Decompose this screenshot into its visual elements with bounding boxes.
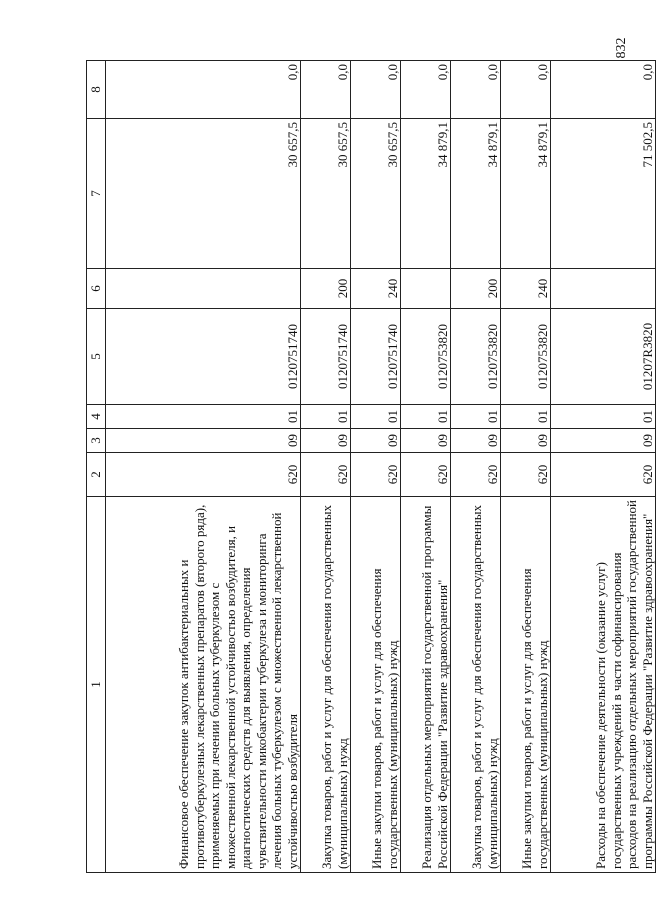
col-header-5: 5 (87, 309, 106, 405)
row-name-cell: Реализация отдельных мероприятий государственной программы Российской Федерации "Развитие здравоохранения" (401, 497, 451, 873)
expense-type-cell (106, 269, 301, 309)
expense-type-cell: 200 (301, 269, 351, 309)
expense-type-cell (551, 269, 656, 309)
chapter-code-cell: 620 (351, 453, 401, 497)
amount-2-cell: 0,0 (551, 61, 656, 119)
col-header-1: 1 (87, 497, 106, 873)
subsection-code-cell: 01 (551, 405, 656, 429)
amount-cell: 34 879,1 (451, 119, 501, 269)
amount-cell: 34 879,1 (401, 119, 451, 269)
col-header-4: 4 (87, 405, 106, 429)
rotated-table-container (86, 61, 655, 873)
amount-2-cell: 0,0 (401, 61, 451, 119)
target-article-cell: 0120753820 (501, 309, 551, 405)
target-article-cell: 0120753820 (401, 309, 451, 405)
col-header-7: 7 (87, 119, 106, 269)
expense-type-cell: 240 (351, 269, 401, 309)
amount-2-cell: 0,0 (301, 61, 351, 119)
table-row (351, 61, 401, 873)
chapter-code-cell: 620 (551, 453, 656, 497)
amount-cell: 30 657,5 (301, 119, 351, 269)
amount-2-cell: 0,0 (106, 61, 301, 119)
section-code-cell: 09 (501, 429, 551, 453)
amount-2-cell: 0,0 (351, 61, 401, 119)
expense-type-cell: 240 (501, 269, 551, 309)
row-name-cell: Закупка товаров, работ и услуг для обеспечения государственных (муниципальных) нужд (301, 497, 351, 873)
row-name-cell: Иные закупки товаров, работ и услуг для обеспечения государственных (муниципальных) нужд (351, 497, 401, 873)
col-header-2: 2 (87, 453, 106, 497)
col-header-6: 6 (87, 269, 106, 309)
row-name-cell: Расходы на обеспечение деятельности (оказание услуг) государственных учреждений в части софинансирования расходов на реализацию отдельных мероприятий государственной программы Российской Федерации "Развитие здравоохранения" (551, 497, 656, 873)
amount-cell: 34 879,1 (501, 119, 551, 269)
subsection-code-cell: 01 (106, 405, 301, 429)
table-row (301, 61, 351, 873)
col-header-3: 3 (87, 429, 106, 453)
table-row (106, 61, 301, 873)
section-code-cell: 09 (106, 429, 301, 453)
target-article-cell: 0120751740 (301, 309, 351, 405)
chapter-code-cell: 620 (451, 453, 501, 497)
subsection-code-cell: 01 (451, 405, 501, 429)
table-row (451, 61, 501, 873)
chapter-code-cell: 620 (401, 453, 451, 497)
header-row (87, 61, 106, 873)
expense-type-cell (401, 269, 451, 309)
budget-table (86, 60, 656, 873)
subsection-code-cell: 01 (501, 405, 551, 429)
amount-cell: 71 502,5 (551, 119, 656, 269)
row-name-cell: Закупка товаров, работ и услуг для обеспечения государственных (муниципальных) нужд (451, 497, 501, 873)
row-name-cell: Финансовое обеспечение закупок антибактериальных и противотуберкулезных лекарственных препаратов (второго ряда), применяемых при лечении больных туберкулезом с множественной лекарственной устойчивостью возбудителя, и диагностических средств для выявления, определения чувствительности микобактерии туберкулеза и мониторинга лечения больных туберкулезом с множественной лекарственной устойчивостью возбудителя (106, 497, 301, 873)
table-row (501, 61, 551, 873)
row-name-cell: Иные закупки товаров, работ и услуг для обеспечения государственных (муниципальных) нужд (501, 497, 551, 873)
target-article-cell: 0120751740 (106, 309, 301, 405)
subsection-code-cell: 01 (351, 405, 401, 429)
section-code-cell: 09 (551, 429, 656, 453)
chapter-code-cell: 620 (301, 453, 351, 497)
section-code-cell: 09 (401, 429, 451, 453)
page-number: 832 (614, 37, 629, 59)
chapter-code-cell: 620 (106, 453, 301, 497)
amount-2-cell: 0,0 (451, 61, 501, 119)
subsection-code-cell: 01 (401, 405, 451, 429)
target-article-cell: 0120753820 (451, 309, 501, 405)
subsection-code-cell: 01 (301, 405, 351, 429)
section-code-cell: 09 (451, 429, 501, 453)
expense-type-cell: 200 (451, 269, 501, 309)
amount-cell: 30 657,5 (351, 119, 401, 269)
table-row (551, 61, 656, 873)
table-row (401, 61, 451, 873)
section-code-cell: 09 (301, 429, 351, 453)
col-header-8: 8 (87, 61, 106, 119)
amount-cell: 30 657,5 (106, 119, 301, 269)
target-article-cell: 0120751740 (351, 309, 401, 405)
section-code-cell: 09 (351, 429, 401, 453)
chapter-code-cell: 620 (501, 453, 551, 497)
amount-2-cell: 0,0 (501, 61, 551, 119)
target-article-cell: 01207R3820 (551, 309, 656, 405)
